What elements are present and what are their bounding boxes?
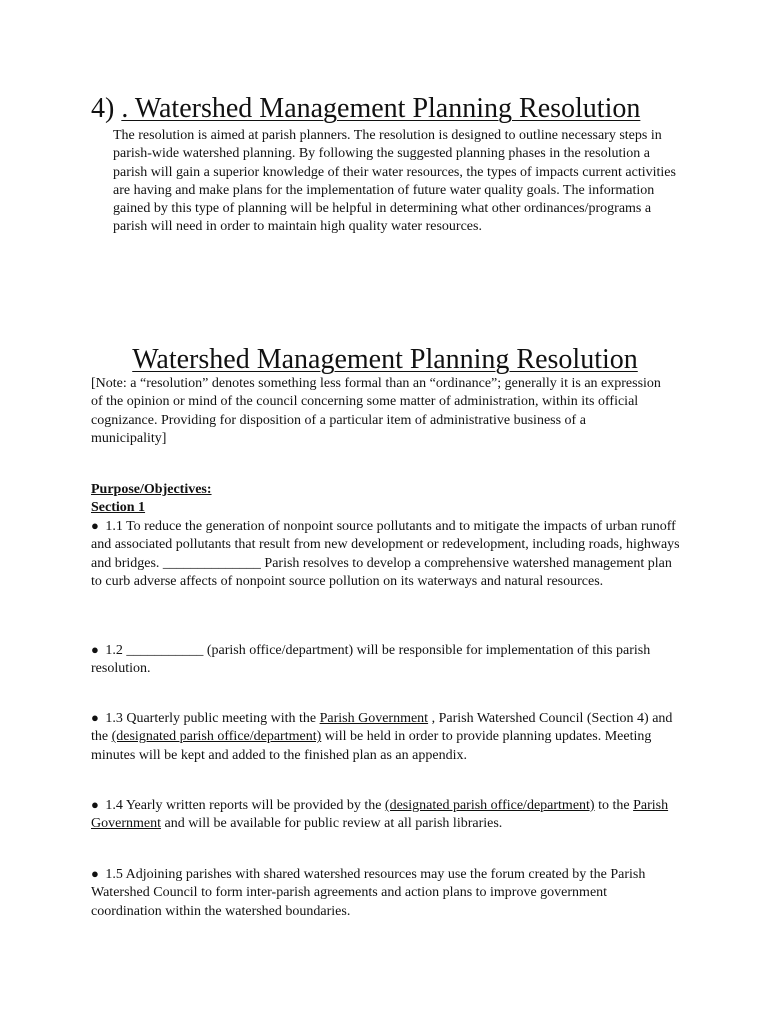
list-item-1-5 bbox=[91, 865, 681, 921]
list-item-1-4 bbox=[91, 796, 681, 834]
bullet-icon: ● bbox=[91, 866, 99, 881]
list-item-1-2 bbox=[91, 641, 681, 679]
item-text: 1.5 Adjoining parishes with shared watershed resources may use the forum created by the Parish Watershed Council to form inter-parish agreements and action plans to improve government coordination within the watershed boundaries. bbox=[91, 867, 646, 919]
intro-paragraph: The resolution is aimed at parish planners. The resolution is designed to outline necessary steps in parish-wide watershed planning. By following the suggested planning phases in the resolution a parish will gain a superior knowledge of their water resources, the types of impacts current activities are having and make plans for the implementation of future water quality goals. The information gained by this type of planning will be helpful in determining what other ordinances/programs a parish will need in order to maintain high quality water resources. bbox=[113, 128, 676, 235]
section-heading-4 bbox=[91, 92, 640, 126]
note-paragraph: [Note: a “resolution” denotes something less formal than an “ordinance”; generally it is an expression of the opinion or mind of the council concerning some matter of administration, within its official cognizance. Providing for disposition of a particular item of administrative business of a municipality] bbox=[91, 376, 661, 446]
underlined-parish-government: Parish Government bbox=[319, 711, 429, 726]
heading-title: . Watershed Management Planning Resolution bbox=[121, 93, 641, 124]
underlined-parish-government: Parish Government bbox=[91, 798, 669, 832]
item-text-b: , Parish Watershed Council (Section 4) and the bbox=[91, 711, 673, 745]
item-text-c: will be held in order to provide planning updates. Meeting minutes will be kept and added to the finished plan as an appendix. bbox=[91, 729, 652, 763]
underlined-designated-office: (designated parish office/department) bbox=[384, 798, 595, 813]
heading-number: 4) bbox=[91, 93, 122, 124]
bullet-icon: ● bbox=[91, 797, 99, 812]
underlined-designated-office: (designated parish office/department) bbox=[111, 729, 322, 745]
bullet-icon: ● bbox=[91, 518, 99, 533]
item-text-b: to the bbox=[594, 798, 634, 813]
list-item-1-1 bbox=[91, 517, 681, 591]
purpose-heading: Purpose/Objectives: bbox=[91, 482, 212, 497]
item-text-a: 1.4 Yearly written reports will be provided by the bbox=[101, 798, 385, 813]
item-text-a: 1.3 Quarterly public meeting with the bbox=[101, 711, 320, 726]
item-text-c: and will be available for public review at all parish libraries. bbox=[160, 816, 503, 832]
resolution-title bbox=[0, 343, 770, 377]
bullet-icon: ● bbox=[91, 642, 99, 657]
resolution-title-text: Watershed Management Planning Resolution bbox=[132, 344, 638, 375]
bullet-icon: ● bbox=[91, 710, 99, 725]
item-text: 1.2 ___________ (parish office/department) will be responsible for implementation of this parish resolution. bbox=[91, 643, 651, 677]
item-text: 1.1 To reduce the generation of nonpoint source pollutants and to mitigate the impacts of urban runoff and associated pollutants that result from new development or redevelopment, including roads, highways and bridges. ______________ Parish resolves to develop a comprehensive watershed management plan to curb adverse affects of nonpoint source pollution on its waterways and natural resources. bbox=[91, 519, 680, 589]
section-1-heading: Section 1 bbox=[91, 500, 146, 515]
list-item-1-3 bbox=[91, 709, 681, 765]
